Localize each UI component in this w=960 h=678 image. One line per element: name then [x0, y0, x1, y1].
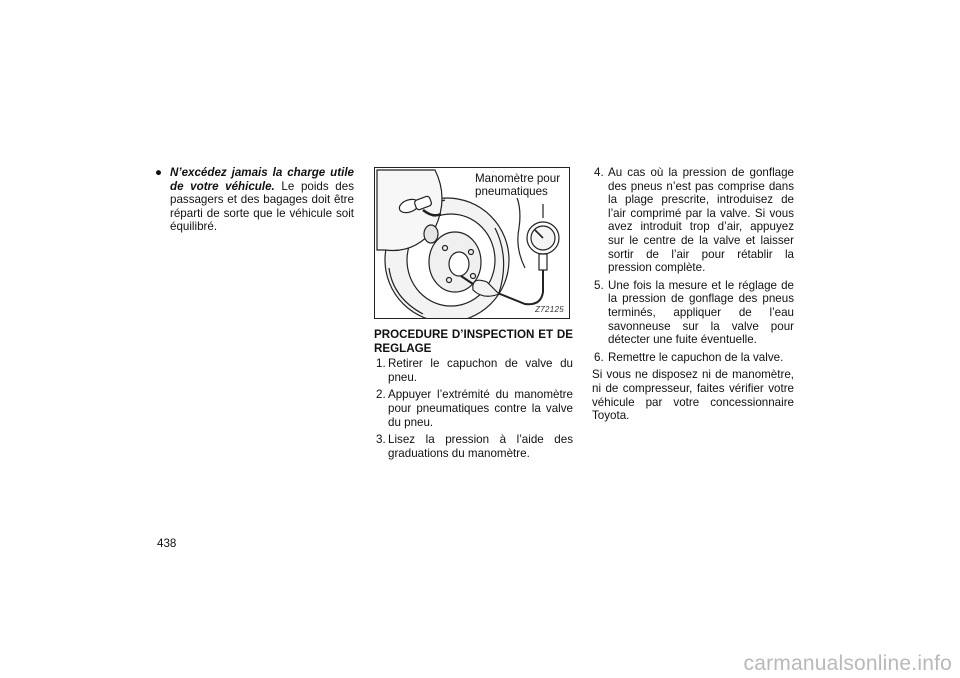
figure-label: Manomètre pour pneumatiques	[475, 172, 567, 198]
page-number: 438	[157, 537, 177, 550]
step-number: 3.	[376, 433, 386, 447]
figure-code: Z72125	[535, 305, 564, 314]
procedure-continued-column	[592, 166, 794, 423]
procedure-step	[374, 388, 573, 429]
step-number: 6.	[594, 350, 604, 364]
procedure-step	[592, 166, 794, 275]
bullet-icon: ●	[155, 166, 163, 179]
step-text: Retirer le capuchon de valve du pneu.	[388, 357, 573, 384]
warning-column	[155, 166, 354, 234]
procedure-step	[374, 357, 573, 384]
step-number: 4.	[594, 166, 604, 179]
procedure-heading: PROCEDURE D’INSPECTION ET DE REGLAGE	[374, 328, 573, 355]
procedure-column	[374, 328, 573, 464]
procedure-step	[374, 433, 573, 460]
step-text: Appuyer l’extrémité du manomètre pour pneumatiques contre la valve du pneu.	[388, 388, 573, 429]
warning-bold-text: N’excédez jamais la charge utile de votre véhicule.	[170, 166, 354, 193]
step-number: 2.	[376, 388, 386, 402]
step-number: 1.	[376, 357, 386, 371]
procedure-step	[592, 351, 794, 365]
step-text: Au cas où la pression de gonflage des pneus n’est pas comprise dans la plage prescrite, introduisez de l’air comprimé par la valve. Si vous avez introduit trop d’air, appuyez sur le centre de la valve et laisser sortir de l’air pour rétablir la pression complète.	[608, 166, 794, 275]
closing-paragraph: Si vous ne disposez ni de manomètre, ni de compresseur, faites vérifier votre véhicule par votre concessionnaire Toyota.	[592, 368, 794, 423]
step-text: Lisez la pression à l’aide des graduations du manomètre.	[388, 433, 573, 460]
tire-gauge-illustration	[374, 167, 570, 319]
step-number: 5.	[594, 278, 604, 292]
step-text: Une fois la mesure et le réglage de la pression de gonflage des pneus terminés, appliquer de l’eau savonneuse sur la valve pour détecter une fuite éventuelle.	[608, 278, 794, 347]
step-text: Remettre le capuchon de la valve.	[608, 350, 784, 364]
watermark: carmanualsonline.info	[743, 652, 952, 675]
procedure-step	[592, 279, 794, 347]
warning-bullet-item	[155, 166, 354, 234]
warning-text: Le poids des passagers et des bagages doit être réparti de sorte que le véhicule soit équilibré.	[170, 179, 354, 234]
